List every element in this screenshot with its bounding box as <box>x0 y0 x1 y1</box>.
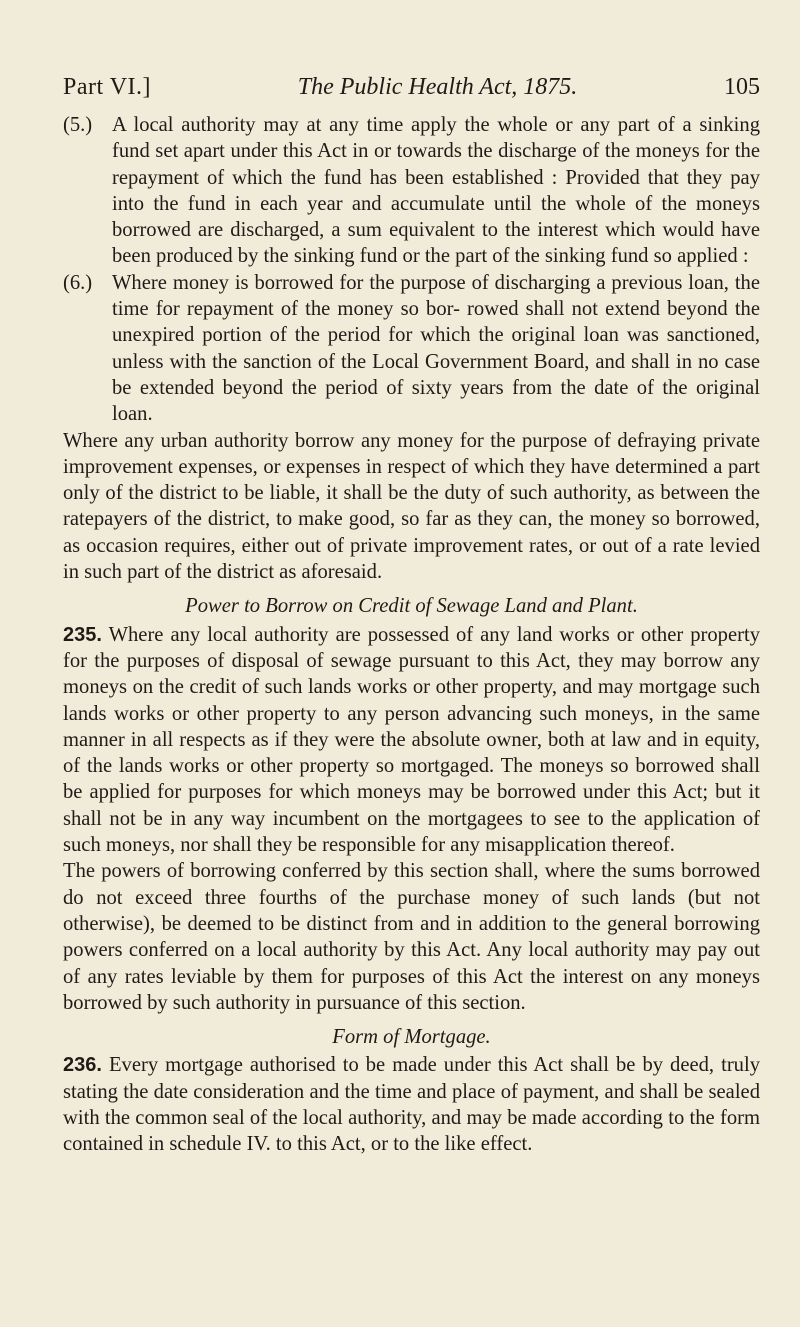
page-number: 105 <box>724 74 760 100</box>
clause-text: Where money is borrowed for the purpose of discharging a previous loan, the time for repayment of the money so bor- rowed shall not extend beyond the unexpired portion of the period for which the original loan was sanctioned, unless with the sanction of the Local Government Board, and shall in no case be extended beyond the period of sixty years from the date of the original loan. <box>112 271 760 426</box>
body-text <box>63 112 760 1158</box>
part-label: Part VI.] <box>63 74 152 100</box>
section-235 <box>63 622 760 859</box>
act-title: The Public Health Act, 1875. <box>297 74 578 100</box>
section-text: Every mortgage authorised to be made under this Act shall be by deed, truly stating the date consideration and the time and place of payment, and shall be sealed with the common seal of the local authority, and may be made according to the form contained in schedule IV. to this Act, or to the like effect. <box>63 1054 760 1156</box>
clause-number: (6.) <box>63 271 93 294</box>
section-number: 236. <box>63 1054 102 1077</box>
section-number: 235. <box>63 623 102 646</box>
clause-text: A local authority may at any time apply the whole or any part of a sinking fund set apart under this Act in or towards the discharge of the moneys for the repayment of which the fund has been established : Provided that they pay into the fund in each year and accumulate until the whole of the moneys borrowed are discharged, a sum equivalent to the interest which would have been produced by the sinking fund or the part of the sinking fund so applied : <box>112 114 760 268</box>
section-235-paragraph-2: The powers of borrowing conferred by this section shall, where the sums borrowed do not exceed three fourths of the purchase money of such lands (but not otherwise), be deemed to be distinct from and in addition to the general borrowing powers conferred on a local authority by this Act. Any local authority may pay out of any rates leviable by them for purposes of this Act the interest on any moneys borrowed by such authority in pursuance of this section. <box>63 860 760 1014</box>
urban-authority-paragraph: Where any urban authority borrow any money for the purpose of defraying private improvement expenses, or expenses in respect of which they have determined a part only of the district to be liable, it shall be the duty of such authority, as between the ratepayers of the district, to make good, so far as they can, the money so borrowed, as occasion requires, either out of private improvement rates, or out of a rate levied in such part of the district as aforesaid. <box>63 429 760 584</box>
running-head <box>63 72 760 102</box>
clause-5 <box>63 112 760 270</box>
section-text: Where any local authority are possessed of any land works or other property for the purposes of disposal of sewage pursuant to this Act, they may borrow any moneys on the credit of such lands works or other property, and may mortgage such lands works or other property to any person advancing such moneys, in the same manner in all respects as if they were the absolute owner, both at law and in equity, of the lands works or other property so mortgaged. The moneys so borrowed shall be applied for purposes for which moneys may be borrowed under this Act; but it shall not be in any way incumbent on the mortgagees to see to the application of such moneys, nor shall they be responsible for any misapplication thereof. <box>63 623 760 857</box>
section-236 <box>63 1052 760 1157</box>
clause-number: (5.) <box>63 114 93 136</box>
section-heading-sewage-land: Power to Borrow on Credit of Sewage Land and Plant. <box>185 595 638 618</box>
section-heading-form-of-mortgage: Form of Mortgage. <box>332 1026 491 1049</box>
clause-6 <box>63 270 760 428</box>
